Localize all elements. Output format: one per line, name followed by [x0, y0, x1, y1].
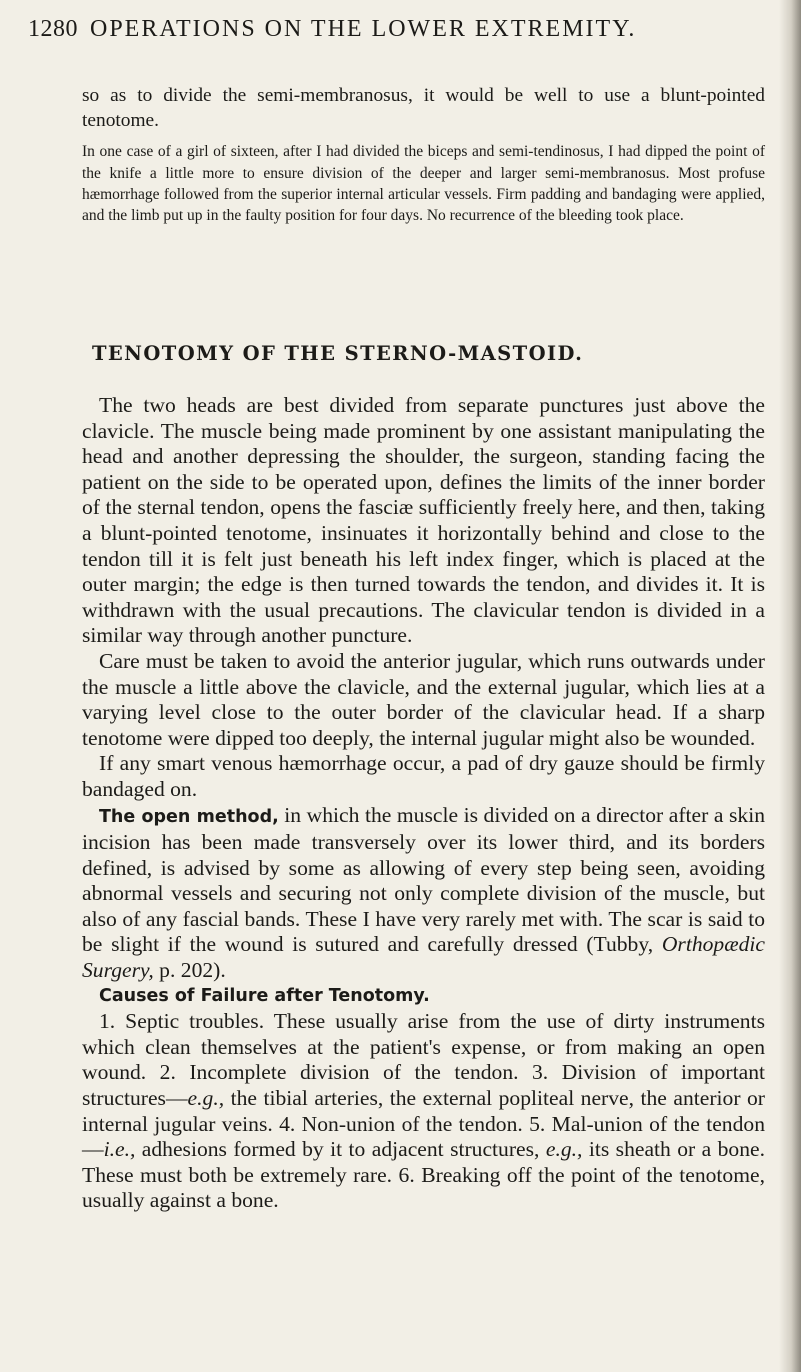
causes-eg-1: e.g.,	[187, 1086, 225, 1111]
causes-heading: Causes of Failure after Tenotomy.	[99, 985, 430, 1006]
case-note: In one case of a girl of sixteen, after I had divided the biceps and semi-tendinosus, I had dipped the point of the knife a little more to ensure division of the deeper and larger semi-membranosus. Most profuse hæmorrhage followed from the superior internal articular vessels. Firm padding and bandaging were applied, and the limb put up in the faulty position for four days. No recurrence of the bleeding took place.	[82, 143, 765, 225]
citation-page: p. 202).	[153, 958, 226, 983]
page-edge-shadow	[779, 0, 801, 1372]
paragraph-care: Care must be taken to avoid the anterior jugular, which runs outwards under the muscle a little above the clavicle, and the external jugular, which lies at a varying level close to the outer border of the clavicular head. If a sharp tenotome were dipped too deeply, the internal jugular might also be wounded.	[82, 648, 765, 750]
paragraph-haemorrhage: If any smart venous hæmorrhage occur, a pad of dry gauze should be firmly bandaged on.	[82, 751, 765, 801]
page-number: 1280	[28, 16, 78, 42]
causes-text-a: 1. Septic troubles. These usually arise from the use of dirty instruments which clean themselves at the patient's expense, or from making an open wound. 2. Incomplete division of the tendon. 3. Division of important structures—	[82, 1009, 765, 1111]
running-head	[28, 16, 768, 50]
paragraph-causes	[82, 1009, 765, 1214]
intro-block	[82, 84, 765, 227]
causes-text-c: adhesions formed by it to adjacent structures,	[135, 1137, 546, 1162]
running-title: OPERATIONS ON THE LOWER EXTREMITY.	[90, 16, 637, 42]
causes-eg-2: e.g.,	[545, 1137, 583, 1162]
intro-paragraph: so as to divide the semi-membranosus, it would be well to use a blunt-pointed tenotome.	[82, 85, 765, 131]
section-body	[82, 393, 765, 1214]
open-method-text: in which the muscle is divided on a director after a skin incision has been made transversely over its lower third, and its borders defined, is advised by some as allowing of every step being seen, avoiding abnormal vessels and securing not only complete division of the muscle, but also of any fascial bands. These I have very rarely met with. The scar is said to be slight if the wound is sutured and carefully dressed (Tubby,	[82, 802, 765, 957]
citation-title: Orthopædic Surgery,	[82, 932, 765, 983]
causes-text-b: the tibial arteries, the external popliteal nerve, the anterior or internal jugular veins. 4. Non-union of the tendon. 5. Mal-union of the tendon—	[82, 1086, 765, 1162]
open-method-lead: The open method,	[99, 806, 279, 827]
paragraph-open-method	[82, 803, 765, 984]
causes-ie: i.e.,	[103, 1137, 136, 1162]
causes-text-d: its sheath or a bone. These must both be extremely rare. 6. Breaking off the point of the tenotome, usually against a bone.	[82, 1137, 766, 1213]
section-heading: TENOTOMY OF THE STERNO-MASTOID.	[92, 342, 584, 365]
paragraph-technique: The two heads are best divided from separate punctures just above the clavicle. The muscle being made prominent by one assistant manipulating the head and another depressing the shoulder, the surgeon, standing facing the patient on the side to be operated upon, defines the limits of the inner border of the sternal tendon, opens the fasciæ sufficiently freely here, and then, taking a blunt-pointed tenotome, insinuates it horizontally behind and close to the tendon till it is felt just beneath his left index finger, which is placed at the outer margin; the edge is then turned towards the tendon, and divides it. It is withdrawn with the usual precautions. The clavicular tendon is divided in a similar way through another puncture.	[82, 393, 765, 648]
